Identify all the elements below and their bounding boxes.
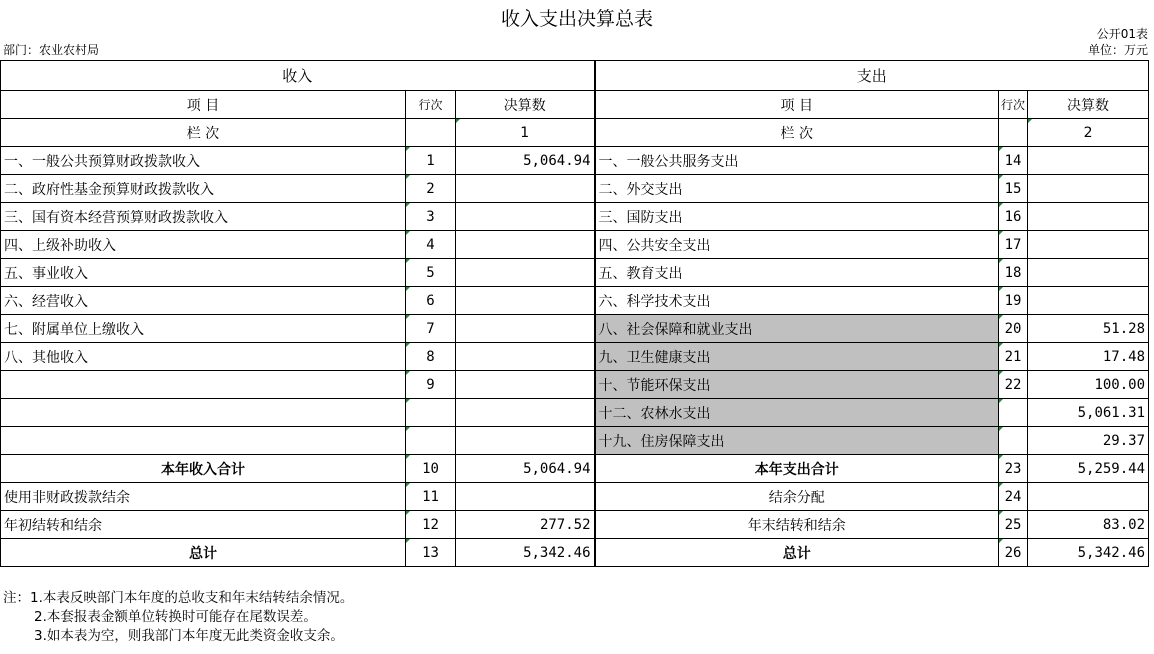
- expense-amount: [1028, 203, 1149, 231]
- expense-line-number: 17: [999, 231, 1028, 259]
- income-item-label: [1, 399, 406, 427]
- income-line-number: 1: [406, 147, 456, 175]
- expense-line-header: 行次: [999, 91, 1028, 119]
- note-1: 注：1.本表反映部门本年度的总收支和年末结转结余情况。: [3, 590, 354, 606]
- expense-line-number: 18: [999, 259, 1028, 287]
- income-item-label: 三、国有资本经营预算财政拨款收入: [1, 203, 406, 231]
- form-code: 公开01表: [1096, 27, 1148, 41]
- expense-item-label: 五、教育支出: [595, 259, 999, 287]
- expense-section-header: 支出: [595, 61, 1149, 91]
- expense-amount: 51.28: [1028, 315, 1149, 343]
- table-row: [1, 399, 1149, 427]
- income-amount: [456, 427, 595, 455]
- income-line-number: 6: [406, 287, 456, 315]
- expense-total-label: 总计: [595, 539, 999, 567]
- income-total-label: 使用非财政拨款结余: [1, 483, 406, 511]
- income-item-label: 八、其他收入: [1, 343, 406, 371]
- income-item-label: 五、事业收入: [1, 259, 406, 287]
- income-line-header: 行次: [406, 91, 456, 119]
- expense-item-label: 九、卫生健康支出: [595, 343, 999, 371]
- expense-total-label: 结余分配: [595, 483, 999, 511]
- income-item-label: 四、上级补助收入: [1, 231, 406, 259]
- unit-label: 单位：万元: [1087, 43, 1148, 57]
- expense-amount: 17.48: [1028, 343, 1149, 371]
- department-label: 部门：农业农村局: [3, 43, 100, 57]
- table-row: [1, 287, 1149, 315]
- income-line-number: [406, 427, 456, 455]
- note-2: 2.本套报表金额单位转换时可能存在尾数误差。: [34, 609, 317, 625]
- income-line-number: 9: [406, 371, 456, 399]
- summary-table: [0, 60, 1149, 567]
- total-row: [1, 455, 1149, 483]
- expense-amount: [1028, 147, 1149, 175]
- total-rows: [1, 455, 1149, 567]
- expense-item-label: 六、科学技术支出: [595, 287, 999, 315]
- income-item-label: 二、政府性基金预算财政拨款收入: [1, 175, 406, 203]
- income-item-label: [1, 371, 406, 399]
- income-amount: [456, 203, 595, 231]
- total-row: [1, 483, 1149, 511]
- table-row: [1, 343, 1149, 371]
- income-line-number: 5: [406, 259, 456, 287]
- income-total-line: 12: [406, 511, 456, 539]
- income-line-number: [406, 399, 456, 427]
- income-amount: 5,064.94: [456, 147, 595, 175]
- income-total-line: 11: [406, 483, 456, 511]
- income-amount: [456, 287, 595, 315]
- expense-amount: [1028, 231, 1149, 259]
- table-row: [1, 203, 1149, 231]
- income-item-label: 七、附属单位上缴收入: [1, 315, 406, 343]
- expense-total-label: 本年支出合计: [595, 455, 999, 483]
- table-row: [1, 259, 1149, 287]
- income-total-amount: 5,342.46: [456, 539, 595, 567]
- income-col-label: 栏 次: [1, 119, 406, 147]
- income-amount: [456, 315, 595, 343]
- table-row: [1, 147, 1149, 175]
- expense-item-label: 八、社会保障和就业支出: [595, 315, 999, 343]
- expense-amount: 29.37: [1028, 427, 1149, 455]
- income-col-line-blank: [406, 119, 456, 147]
- expense-col-line-blank: [999, 119, 1028, 147]
- income-line-number: 4: [406, 231, 456, 259]
- expense-col-number: 2: [1028, 119, 1149, 147]
- expense-total-label: 年末结转和结余: [595, 511, 999, 539]
- expense-amount: [1028, 287, 1149, 315]
- expense-col-label: 栏 次: [595, 119, 999, 147]
- income-total-label: 总计: [1, 539, 406, 567]
- expense-line-number: 16: [999, 203, 1028, 231]
- expense-item-label: 十九、住房保障支出: [595, 427, 999, 455]
- income-line-number: 7: [406, 315, 456, 343]
- income-amount: [456, 175, 595, 203]
- expense-amount: [1028, 175, 1149, 203]
- expense-amount: [1028, 259, 1149, 287]
- table-row: [1, 371, 1149, 399]
- table-row: [1, 427, 1149, 455]
- income-amount: [456, 231, 595, 259]
- expense-line-number: [999, 399, 1028, 427]
- income-section-header: 收入: [1, 61, 595, 91]
- expense-amount: 100.00: [1028, 371, 1149, 399]
- income-line-number: 2: [406, 175, 456, 203]
- income-total-label: 年初结转和结余: [1, 511, 406, 539]
- expense-total-line: 23: [999, 455, 1028, 483]
- expense-total-amount: 5,342.46: [1028, 539, 1149, 567]
- expense-total-line: 26: [999, 539, 1028, 567]
- income-item-label: [1, 427, 406, 455]
- income-amount: [456, 399, 595, 427]
- expense-amount-header: 决算数: [1028, 91, 1149, 119]
- expense-item-label: 十二、农林水支出: [595, 399, 999, 427]
- note-3: 3.如本表为空，则我部门本年度无此类资金收支余。: [34, 628, 344, 644]
- detail-rows: [1, 147, 1149, 455]
- expense-item-label: 一、一般公共服务支出: [595, 147, 999, 175]
- income-line-number: 3: [406, 203, 456, 231]
- income-total-label: 本年收入合计: [1, 455, 406, 483]
- expense-line-number: 15: [999, 175, 1028, 203]
- expense-item-label: 四、公共安全支出: [595, 231, 999, 259]
- expense-item-label: 十、节能环保支出: [595, 371, 999, 399]
- expense-item-label: 二、外交支出: [595, 175, 999, 203]
- income-amount: [456, 343, 595, 371]
- income-amount-header: 决算数: [456, 91, 595, 119]
- expense-total-amount: 5,259.44: [1028, 455, 1149, 483]
- expense-total-line: 25: [999, 511, 1028, 539]
- expense-line-number: [999, 427, 1028, 455]
- income-amount: [456, 371, 595, 399]
- income-total-line: 10: [406, 455, 456, 483]
- income-total-line: 13: [406, 539, 456, 567]
- income-amount: [456, 259, 595, 287]
- table-row: [1, 315, 1149, 343]
- income-item-header: 项 目: [1, 91, 406, 119]
- page-title: 收入支出决算总表: [500, 8, 653, 30]
- income-total-amount: 277.52: [456, 511, 595, 539]
- total-row: [1, 511, 1149, 539]
- expense-line-number: 21: [999, 343, 1028, 371]
- income-total-amount: [456, 483, 595, 511]
- expense-total-line: 24: [999, 483, 1028, 511]
- expense-item-label: 三、国防支出: [595, 203, 999, 231]
- total-row: [1, 539, 1149, 567]
- income-line-number: 8: [406, 343, 456, 371]
- income-total-amount: 5,064.94: [456, 455, 595, 483]
- expense-total-amount: [1028, 483, 1149, 511]
- footnotes: [3, 589, 353, 646]
- table-row: [1, 175, 1149, 203]
- expense-line-number: 14: [999, 147, 1028, 175]
- expense-line-number: 20: [999, 315, 1028, 343]
- income-col-number: 1: [456, 119, 595, 147]
- expense-total-amount: 83.02: [1028, 511, 1149, 539]
- income-item-label: 六、经营收入: [1, 287, 406, 315]
- expense-item-header: 项 目: [595, 91, 999, 119]
- income-item-label: 一、一般公共预算财政拨款收入: [1, 147, 406, 175]
- expense-amount: 5,061.31: [1028, 399, 1149, 427]
- table-row: [1, 231, 1149, 259]
- expense-line-number: 19: [999, 287, 1028, 315]
- expense-line-number: 22: [999, 371, 1028, 399]
